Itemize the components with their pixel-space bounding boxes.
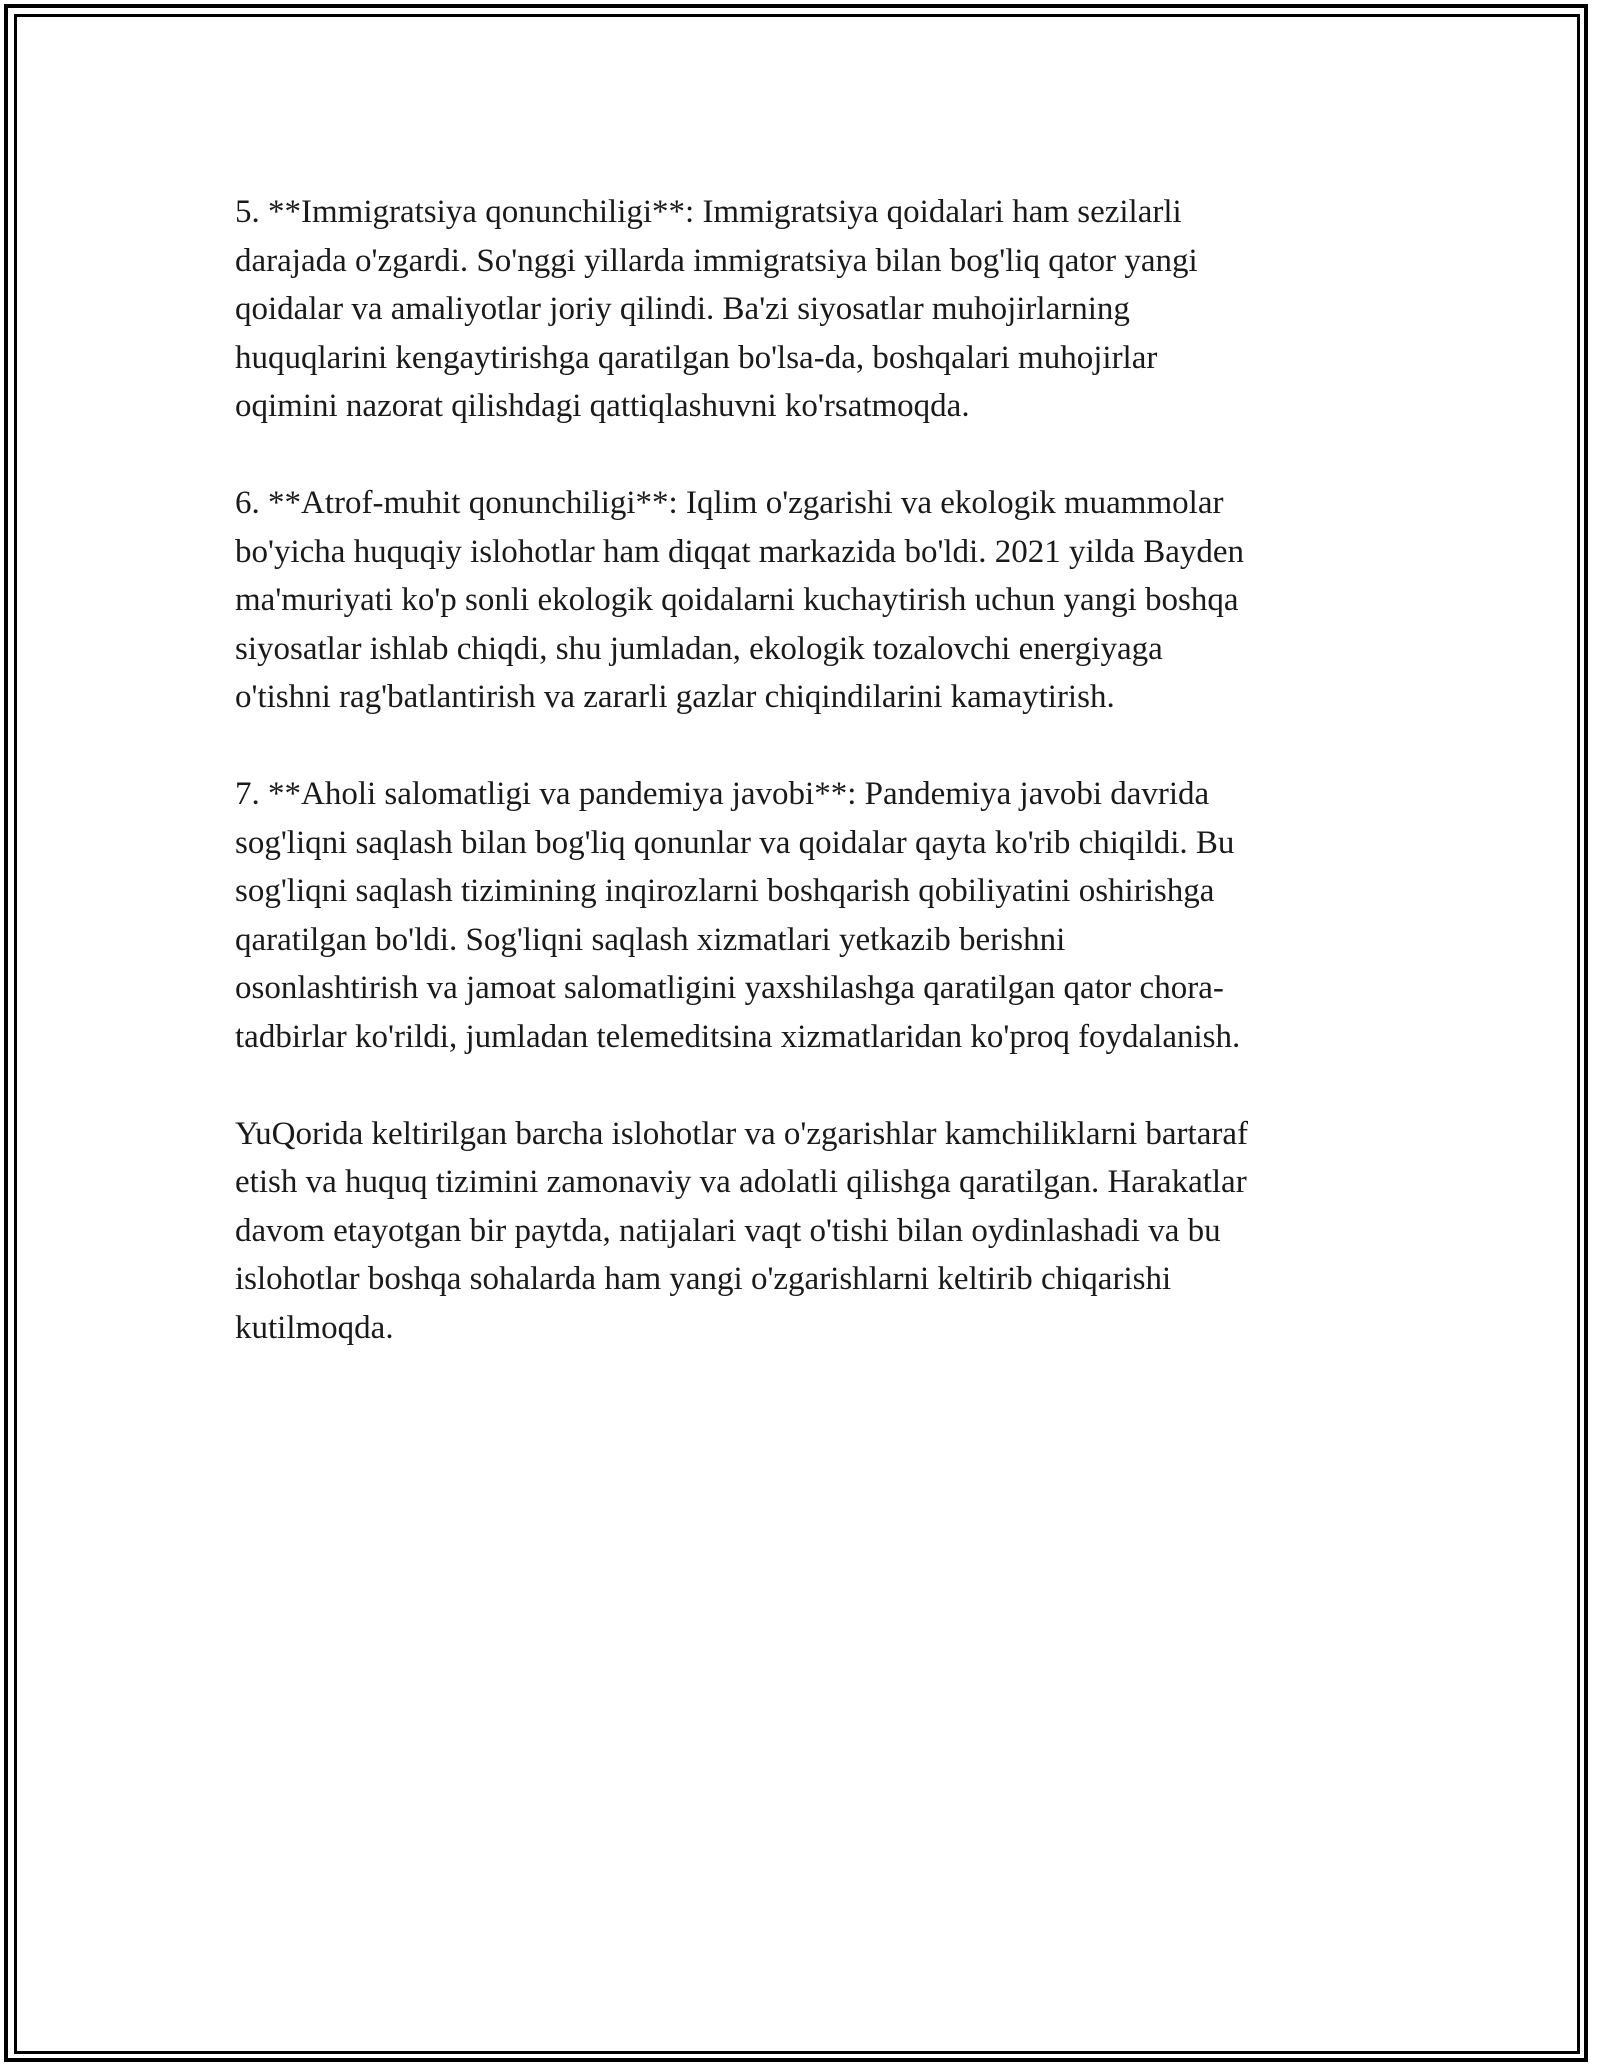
paragraph-public-health: 7. **Aholi salomatligi va pandemiya javobi**: Pandemiya javobi davrida sog'liqni saqlash bilan bog'liq qonunlar va qoidalar qayta ko'rib chiqildi. Bu sog'liqni saqlash tizimining inqirozlarni boshqarish qobiliyatini oshirishga qaratilgan bo'ldi. Sog'liqni saqlash xizmatlari yetkazib berishni osonlashtirish va jamoat salomatligini yaxshilashga qaratilgan qator chora- tadbirlar ko'rildi, jumladan telemeditsina xizmatlaridan ko'proq foydalanish. (235, 776, 1241, 1055)
paragraph-conclusion: YuQorida keltirilgan barcha islohotlar va o'zgarishlar kamchiliklarni bartaraf etish va huquq tizimini zamonaviy va adolatli qilishga qaratilgan. Harakatlar davom etayotgan bir paytda, natijalari vaqt o'tishi bilan oydinlashadi va bu islohotlar boshqa sohalarda ham yangi o'zgarishlarni keltirib chiqarishi kutilmoqda. (235, 1115, 1248, 1346)
paragraph-environmental-law: 6. **Atrof-muhit qonunchiligi**: Iqlim o'zgarishi va ekologik muammolar bo'yicha huquqiy islohotlar ham diqqat markazida bo'ldi. 2021 yilda Bayden ma'muriyati ko'p sonli ekologik qoidalarni kuchaytirish uchun yangi boshqa siyosatlar ishlab chiqdi, shu jumladan, ekologik tozalovchi energiyaga o'tishni rag'batlantirish va zararli gazlar chiqindilarini kamaytirish. (235, 485, 1245, 715)
paragraph-immigration-law: 5. **Immigratsiya qonunchiligi**: Immigratsiya qoidalari ham sezilarli darajada o'zgardi. So'nggi yillarda immigratsiya bilan bog'liq qator yangi qoidalar va amaliyotlar joriy qilindi. Ba'zi siyosatlar muhojirlarning huquqlarini kengaytirishga qaratilgan bo'lsa-da, boshqalari muhojirlar oqimini nazorat qilishdagi qattiqlashuvni ko'rsatmoqda. (235, 194, 1198, 424)
document-body (235, 188, 1395, 1401)
